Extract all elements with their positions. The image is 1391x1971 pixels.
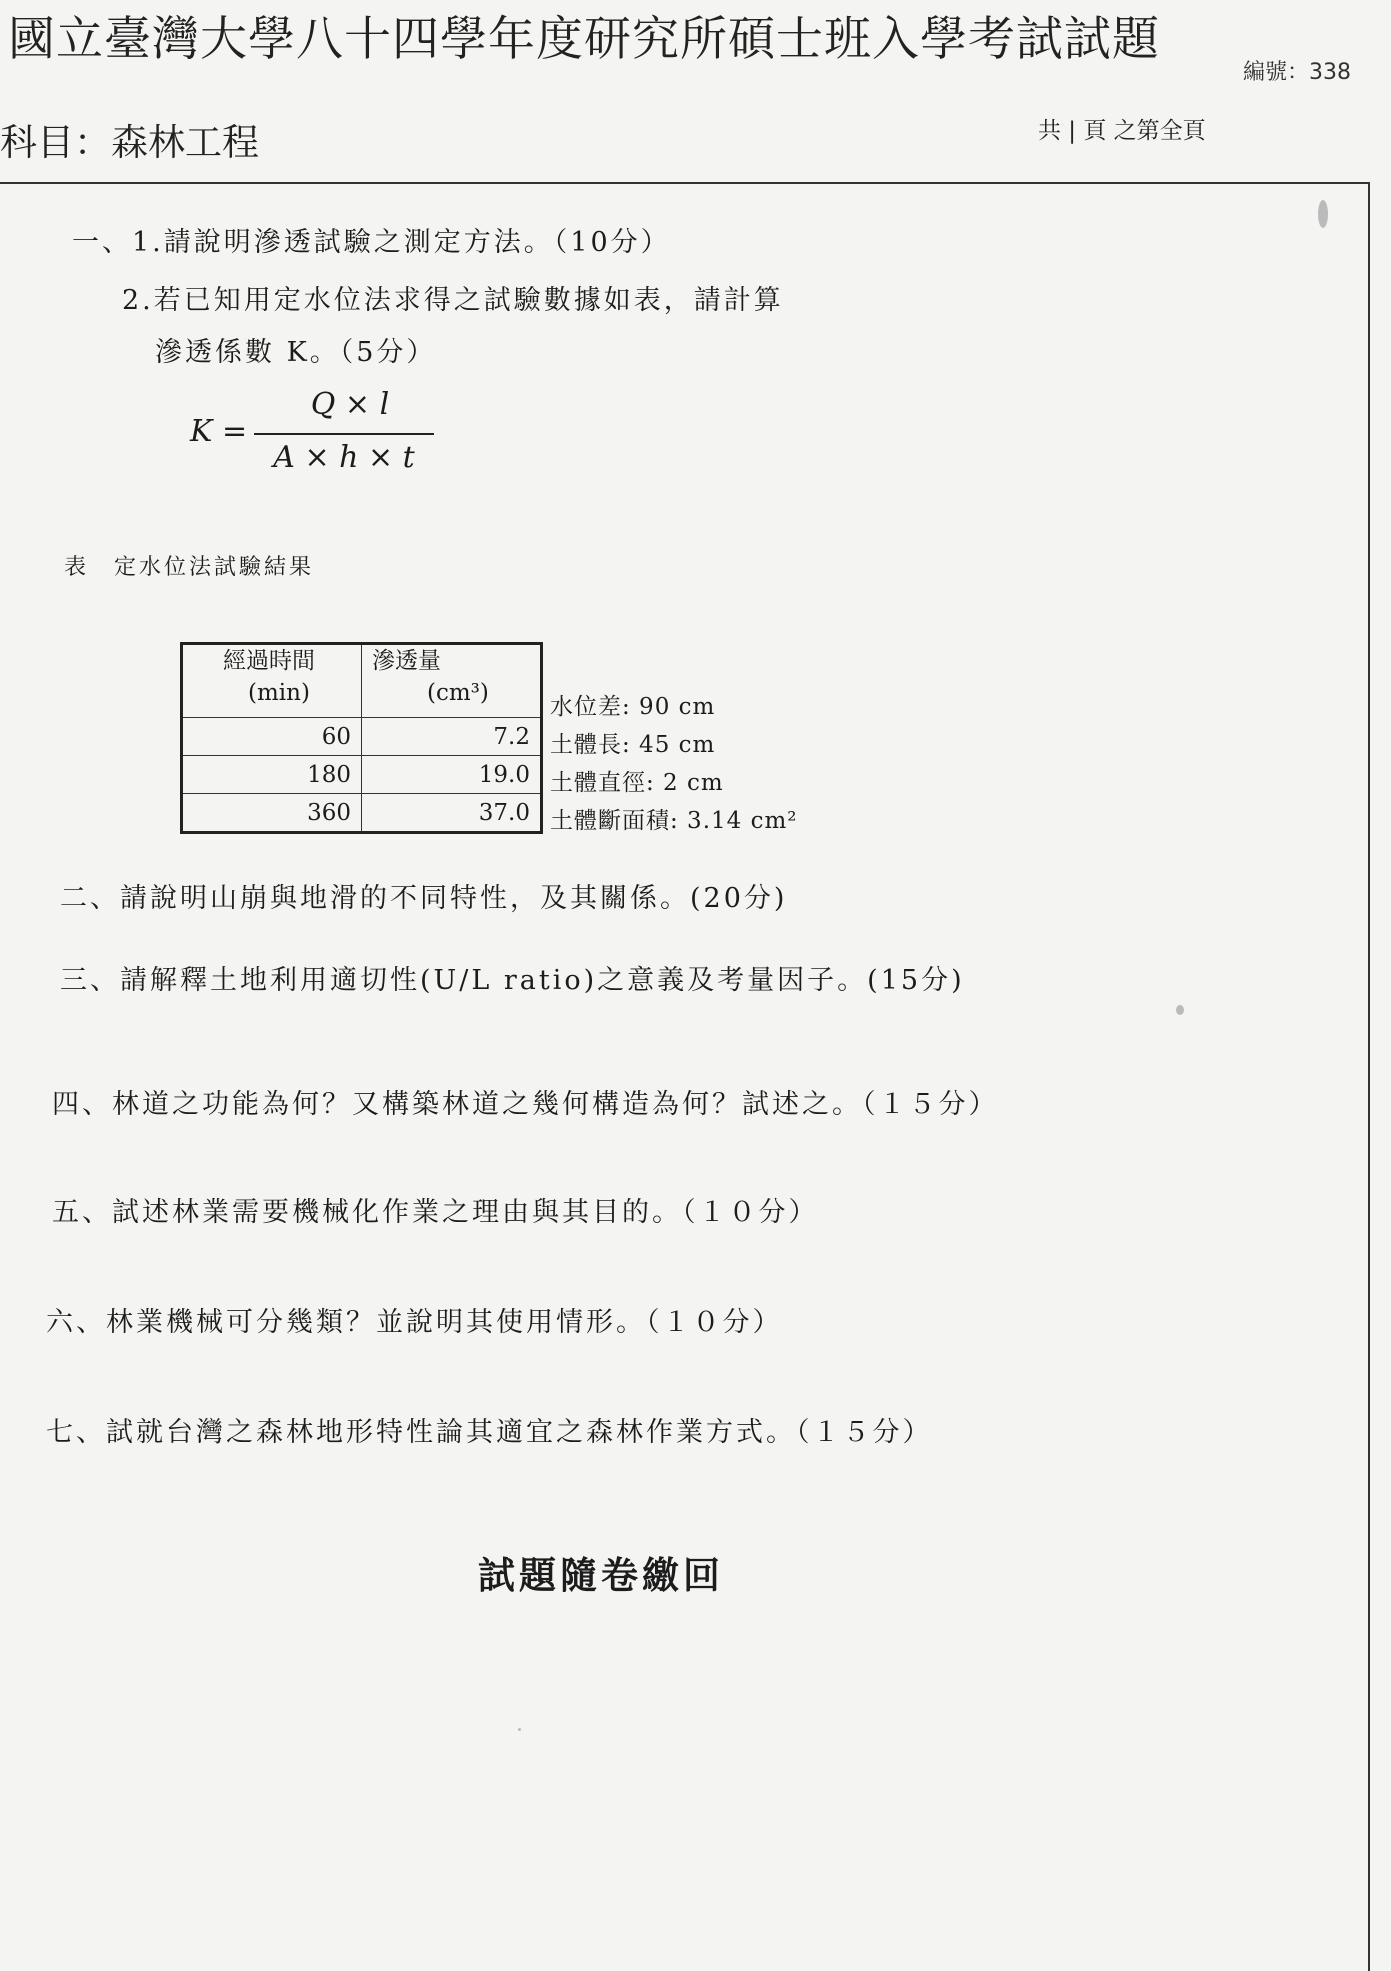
cell-time: 360 (182, 794, 362, 833)
param-head-difference: 水位差: 90 cm (550, 694, 716, 720)
header-cell-volume (362, 644, 542, 718)
question-2: 二、請說明山崩與地滑的不同特性，及其關係。(20分) (60, 883, 788, 914)
param-soil-diameter: 土體直徑: 2 cm (550, 770, 724, 796)
question-5: 五、試述林業需要機械化作業之理由與其目的。（１０分） (52, 1197, 819, 1228)
header-time-unit: (min) (248, 680, 310, 706)
table-caption: 表 定水位法試驗結果 (64, 555, 315, 580)
question-3: 三、請解釋土地利用適切性(U/L ratio)之意義及考量因子。(15分) (60, 965, 965, 996)
formula-denominator: A × h × t (273, 440, 415, 475)
exam-title: 國立臺灣大學八十四學年度研究所碩士班入學考試試題 (8, 12, 1160, 67)
param-soil-area: 土體斷面積: 3.14 cm² (550, 808, 798, 834)
table-row (182, 794, 542, 833)
formula-lhs: K = (190, 414, 248, 449)
cell-volume: 37.0 (362, 794, 542, 833)
page-count: 共 | 頁 之第全頁 (1038, 118, 1206, 144)
table-row (182, 756, 542, 794)
cell-time: 60 (182, 718, 362, 756)
table-header-row (182, 644, 542, 718)
formula-numerator: Q × l (310, 387, 390, 422)
question-7: 七、試就台灣之森林地形特性論其適宜之森林作業方式。（１５分） (46, 1417, 933, 1448)
exam-subject: 科目：森林工程 (0, 121, 259, 164)
exam-code: 編號：338 (1243, 60, 1351, 85)
cell-volume: 19.0 (362, 756, 542, 794)
answer-frame (0, 182, 1370, 1971)
cell-time: 180 (182, 756, 362, 794)
return-notice: 試題隨卷繳回 (478, 1553, 724, 1597)
cell-volume: 7.2 (362, 718, 542, 756)
fraction-bar (254, 433, 434, 435)
scan-mark (518, 1728, 521, 1731)
question-1-2-line2: 滲透係數 K。（5分） (155, 337, 437, 368)
param-soil-length: 土體長: 45 cm (550, 732, 716, 758)
header-cell-time (182, 644, 362, 718)
test-results-table (180, 642, 543, 834)
table-row (182, 718, 542, 756)
header-time-label: 經過時間 (223, 648, 315, 674)
scan-mark (1176, 1005, 1184, 1015)
header-volume-label: 滲透量 (372, 648, 441, 674)
scan-mark (1318, 200, 1328, 228)
question-6: 六、林業機械可分幾類？並說明其使用情形。（１０分） (46, 1307, 783, 1338)
question-4: 四、林道之功能為何？又構築林道之幾何構造為何？試述之。（１５分） (52, 1089, 999, 1120)
header-volume-unit: (cm³) (427, 680, 489, 706)
question-1-2-line1: 2.若已知用定水位法求得之試驗數據如表，請計算 (122, 285, 784, 316)
question-1-1: 一、1.請說明滲透試驗之測定方法。（10分） (72, 227, 671, 258)
